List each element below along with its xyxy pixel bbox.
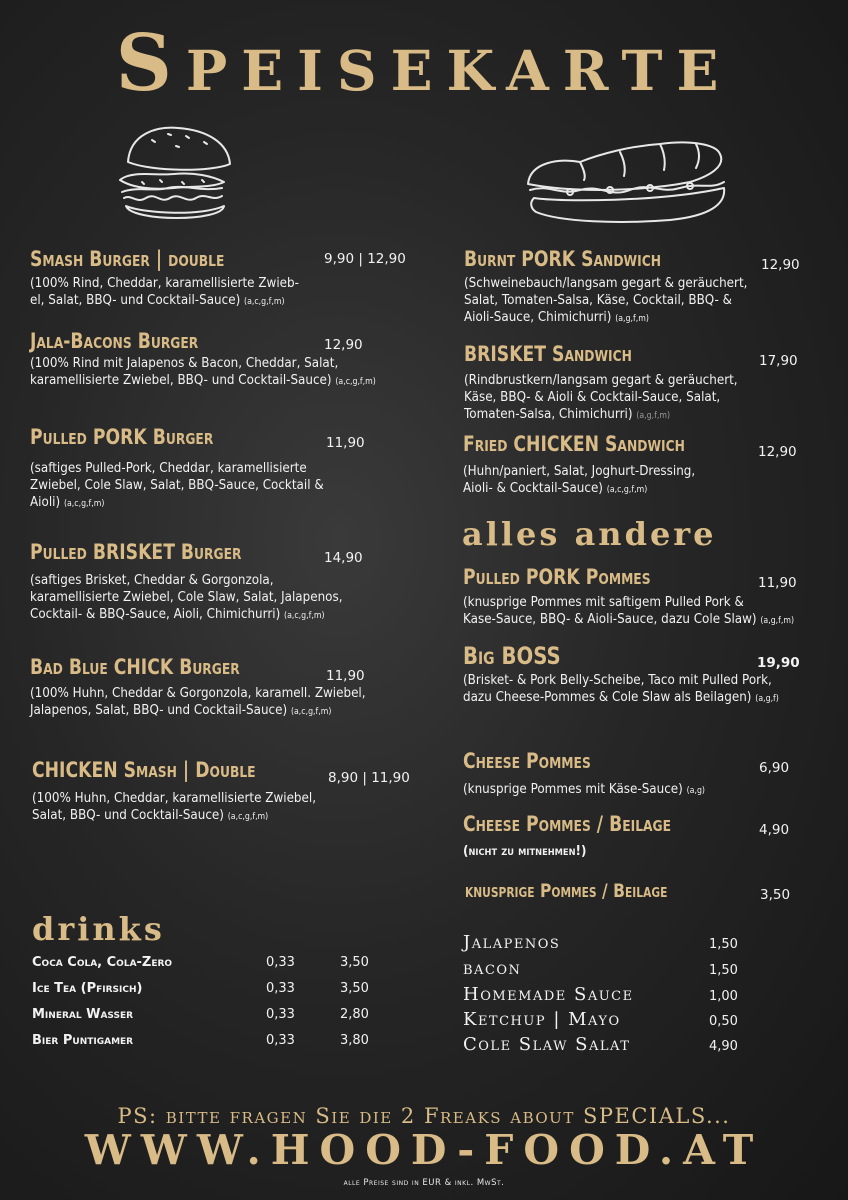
item-name: CHICKEN Smash | Double bbox=[32, 758, 256, 782]
item-name: Cheese Pommes bbox=[463, 749, 591, 773]
extra-price: 4,90 bbox=[709, 1039, 738, 1054]
list-item bbox=[32, 981, 392, 1001]
item-name: Cheese Pommes / Beilage bbox=[463, 812, 672, 836]
item-description: (Brisket- & Pork Belly-Scheibe, Taco mit Pulled Pork, dazu Cheese-Pommes & Cole Slaw als Beilagen) (a,g,f) bbox=[463, 673, 779, 705]
item-name: knusprige Pommes / Beilage bbox=[465, 880, 668, 902]
list-item bbox=[463, 958, 763, 982]
item-description: (saftiges Pulled-Pork, Cheddar, karamellisierte Zwiebel, Cole Slaw, Salat, BBQ-Sauce, Cocktail & Aioli) (a,c,g,f,m) bbox=[30, 461, 324, 510]
extra-name: Jalapenos bbox=[463, 932, 561, 953]
item-name: BRISKET Sandwich bbox=[464, 342, 632, 366]
menu-item bbox=[463, 749, 813, 799]
item-description: (Schweinebauch/langsam gegart & geräuchert, Salat, Tomaten-Salsa, Käse, Cocktail, BBQ- & Aioli-Sauce, Chimichurri) (a,g,f,m) bbox=[464, 276, 748, 325]
item-price: 11,90 bbox=[326, 668, 365, 684]
item-price: 11,90 bbox=[326, 435, 365, 451]
item-name: Jala-Bacons Burger bbox=[30, 329, 199, 353]
extra-name: Ketchup | Mayo bbox=[463, 1009, 621, 1030]
item-name: Bad Blue CHICK Burger bbox=[30, 655, 240, 679]
menu-item bbox=[30, 540, 420, 635]
menu-item bbox=[463, 432, 813, 502]
extra-name: bacon bbox=[463, 958, 522, 979]
item-price: 6,90 bbox=[759, 760, 790, 776]
item-description: (nicht zu mitnehmen!) bbox=[463, 844, 587, 859]
drink-price: 3,80 bbox=[340, 1033, 369, 1048]
extra-price: 1,50 bbox=[709, 937, 738, 952]
drink-name: Mineral Wasser bbox=[32, 1007, 134, 1022]
item-description: (100% Huhn, Cheddar, karamellisierte Zwiebel, Salat, BBQ- und Cocktail-Sauce) (a,c,g,f,m) bbox=[32, 791, 317, 823]
menu-title: Speisekarte bbox=[115, 18, 733, 109]
item-name: Burnt PORK Sandwich bbox=[464, 247, 662, 271]
drink-size: 0,33 bbox=[266, 981, 295, 996]
burger-sketch-icon bbox=[112, 122, 236, 228]
item-price: 17,90 bbox=[759, 353, 798, 369]
item-description: (saftiges Brisket, Cheddar & Gorgonzola, karamellisierte Zwiebel, Cole Slaw, Salat, Jalapenos, Cocktail- & BBQ-Sauce, Aioli, Chimichurri) (a,c,g,f,m) bbox=[30, 573, 343, 622]
website-url[interactable]: WWW.HOOD-FOOD.AT bbox=[84, 1126, 764, 1174]
item-price: 14,90 bbox=[324, 550, 363, 566]
item-price: 12,90 bbox=[761, 257, 800, 273]
list-item bbox=[32, 1007, 392, 1027]
drink-size: 0,33 bbox=[266, 955, 295, 970]
item-price: 9,90 | 12,90 bbox=[324, 251, 406, 267]
item-description: (Rindbrustkern/langsam gegart & geräuchert, Käse, BBQ- & Aioli & Cocktail-Sauce, Salat, Tomaten-Salsa, Chimichurri) (a,g,f,m) bbox=[464, 373, 738, 422]
item-name: Pulled BRISKET Burger bbox=[30, 540, 242, 564]
sandwich-sketch-icon bbox=[520, 132, 732, 228]
drinks-heading: drinks bbox=[32, 910, 165, 948]
item-price: 8,90 | 11,90 bbox=[328, 770, 410, 786]
item-name: Pulled PORK Burger bbox=[30, 425, 214, 449]
drink-name: Ice Tea (Pfirsich) bbox=[32, 981, 143, 996]
item-name: Big BOSS bbox=[463, 642, 561, 670]
extra-price: 1,50 bbox=[709, 963, 738, 978]
list-item bbox=[463, 1034, 763, 1058]
drink-price: 2,80 bbox=[340, 1007, 369, 1022]
item-description: (knusprige Pommes mit Käse-Sauce) (a,g) bbox=[463, 782, 705, 797]
extra-name: Cole Slaw Salat bbox=[463, 1034, 631, 1055]
item-description: (100% Rind mit Jalapenos & Bacon, Cheddar, Salat, karamellisierte Zwiebel, BBQ- und Cocktail-Sauce) (a,c,g,f,m) bbox=[30, 356, 376, 388]
item-price: 19,90 bbox=[757, 655, 800, 671]
list-item bbox=[463, 984, 763, 1008]
extra-price: 0,50 bbox=[709, 1014, 738, 1029]
item-name: Pulled PORK Pommes bbox=[463, 565, 651, 589]
drink-name: Bier Puntigamer bbox=[32, 1033, 134, 1048]
menu-item bbox=[463, 642, 813, 712]
other-heading: alles andere bbox=[462, 515, 717, 553]
item-description: (Huhn/paniert, Salat, Joghurt-Dressing, Aioli- & Cocktail-Sauce) (a,c,g,f,m) bbox=[463, 464, 696, 496]
drink-size: 0,33 bbox=[266, 1033, 295, 1048]
menu-item bbox=[30, 425, 420, 520]
list-item bbox=[32, 1033, 392, 1053]
item-price: 12,90 bbox=[758, 444, 797, 460]
list-item bbox=[463, 932, 763, 956]
price-footnote: alle Preise sind in EUR & inkl. MwSt. bbox=[343, 1178, 505, 1188]
item-name: Smash Burger | double bbox=[30, 247, 225, 271]
extra-price: 1,00 bbox=[709, 989, 738, 1004]
list-item bbox=[32, 955, 392, 975]
menu-item bbox=[463, 565, 813, 635]
item-price: 11,90 bbox=[758, 575, 797, 591]
item-price: 4,90 bbox=[759, 822, 790, 838]
extra-name: Homemade Sauce bbox=[463, 984, 634, 1005]
menu-item bbox=[30, 247, 420, 317]
menu-item bbox=[32, 758, 422, 828]
item-description: (100% Huhn, Cheddar & Gorgonzola, karamell. Zwiebel, Jalapenos, Salat, BBQ- und Cocktail-Sauce) (a,c,g,f,m) bbox=[30, 686, 366, 718]
drink-size: 0,33 bbox=[266, 1007, 295, 1022]
menu-item bbox=[464, 247, 814, 332]
drink-price: 3,50 bbox=[340, 955, 369, 970]
menu-item bbox=[464, 342, 814, 427]
item-description: (knusprige Pommes mit saftigem Pulled Pork & Kase-Sauce, BBQ- & Aioli-Sauce, dazu Cole Slaw) (a,g,f,m) bbox=[463, 595, 795, 627]
item-price: 3,50 bbox=[760, 887, 791, 903]
item-price: 12,90 bbox=[324, 337, 363, 353]
drink-price: 3,50 bbox=[340, 981, 369, 996]
menu-item bbox=[30, 329, 420, 399]
drink-name: Coca Cola, Cola-Zero bbox=[32, 955, 173, 970]
ps-note: PS: bitte fragen Sie die 2 Freaks about SPECIALS... bbox=[117, 1104, 731, 1128]
menu-item bbox=[465, 878, 815, 908]
menu-item bbox=[30, 655, 420, 725]
item-name: Fried CHICKEN Sandwich bbox=[463, 432, 685, 456]
item-description: (100% Rind, Cheddar, karamellisierte Zwieb- el, Salat, BBQ- und Cocktail-Sauce) (a,c,g,f,m) bbox=[30, 276, 299, 308]
list-item bbox=[463, 1009, 763, 1033]
menu-item bbox=[463, 812, 813, 862]
